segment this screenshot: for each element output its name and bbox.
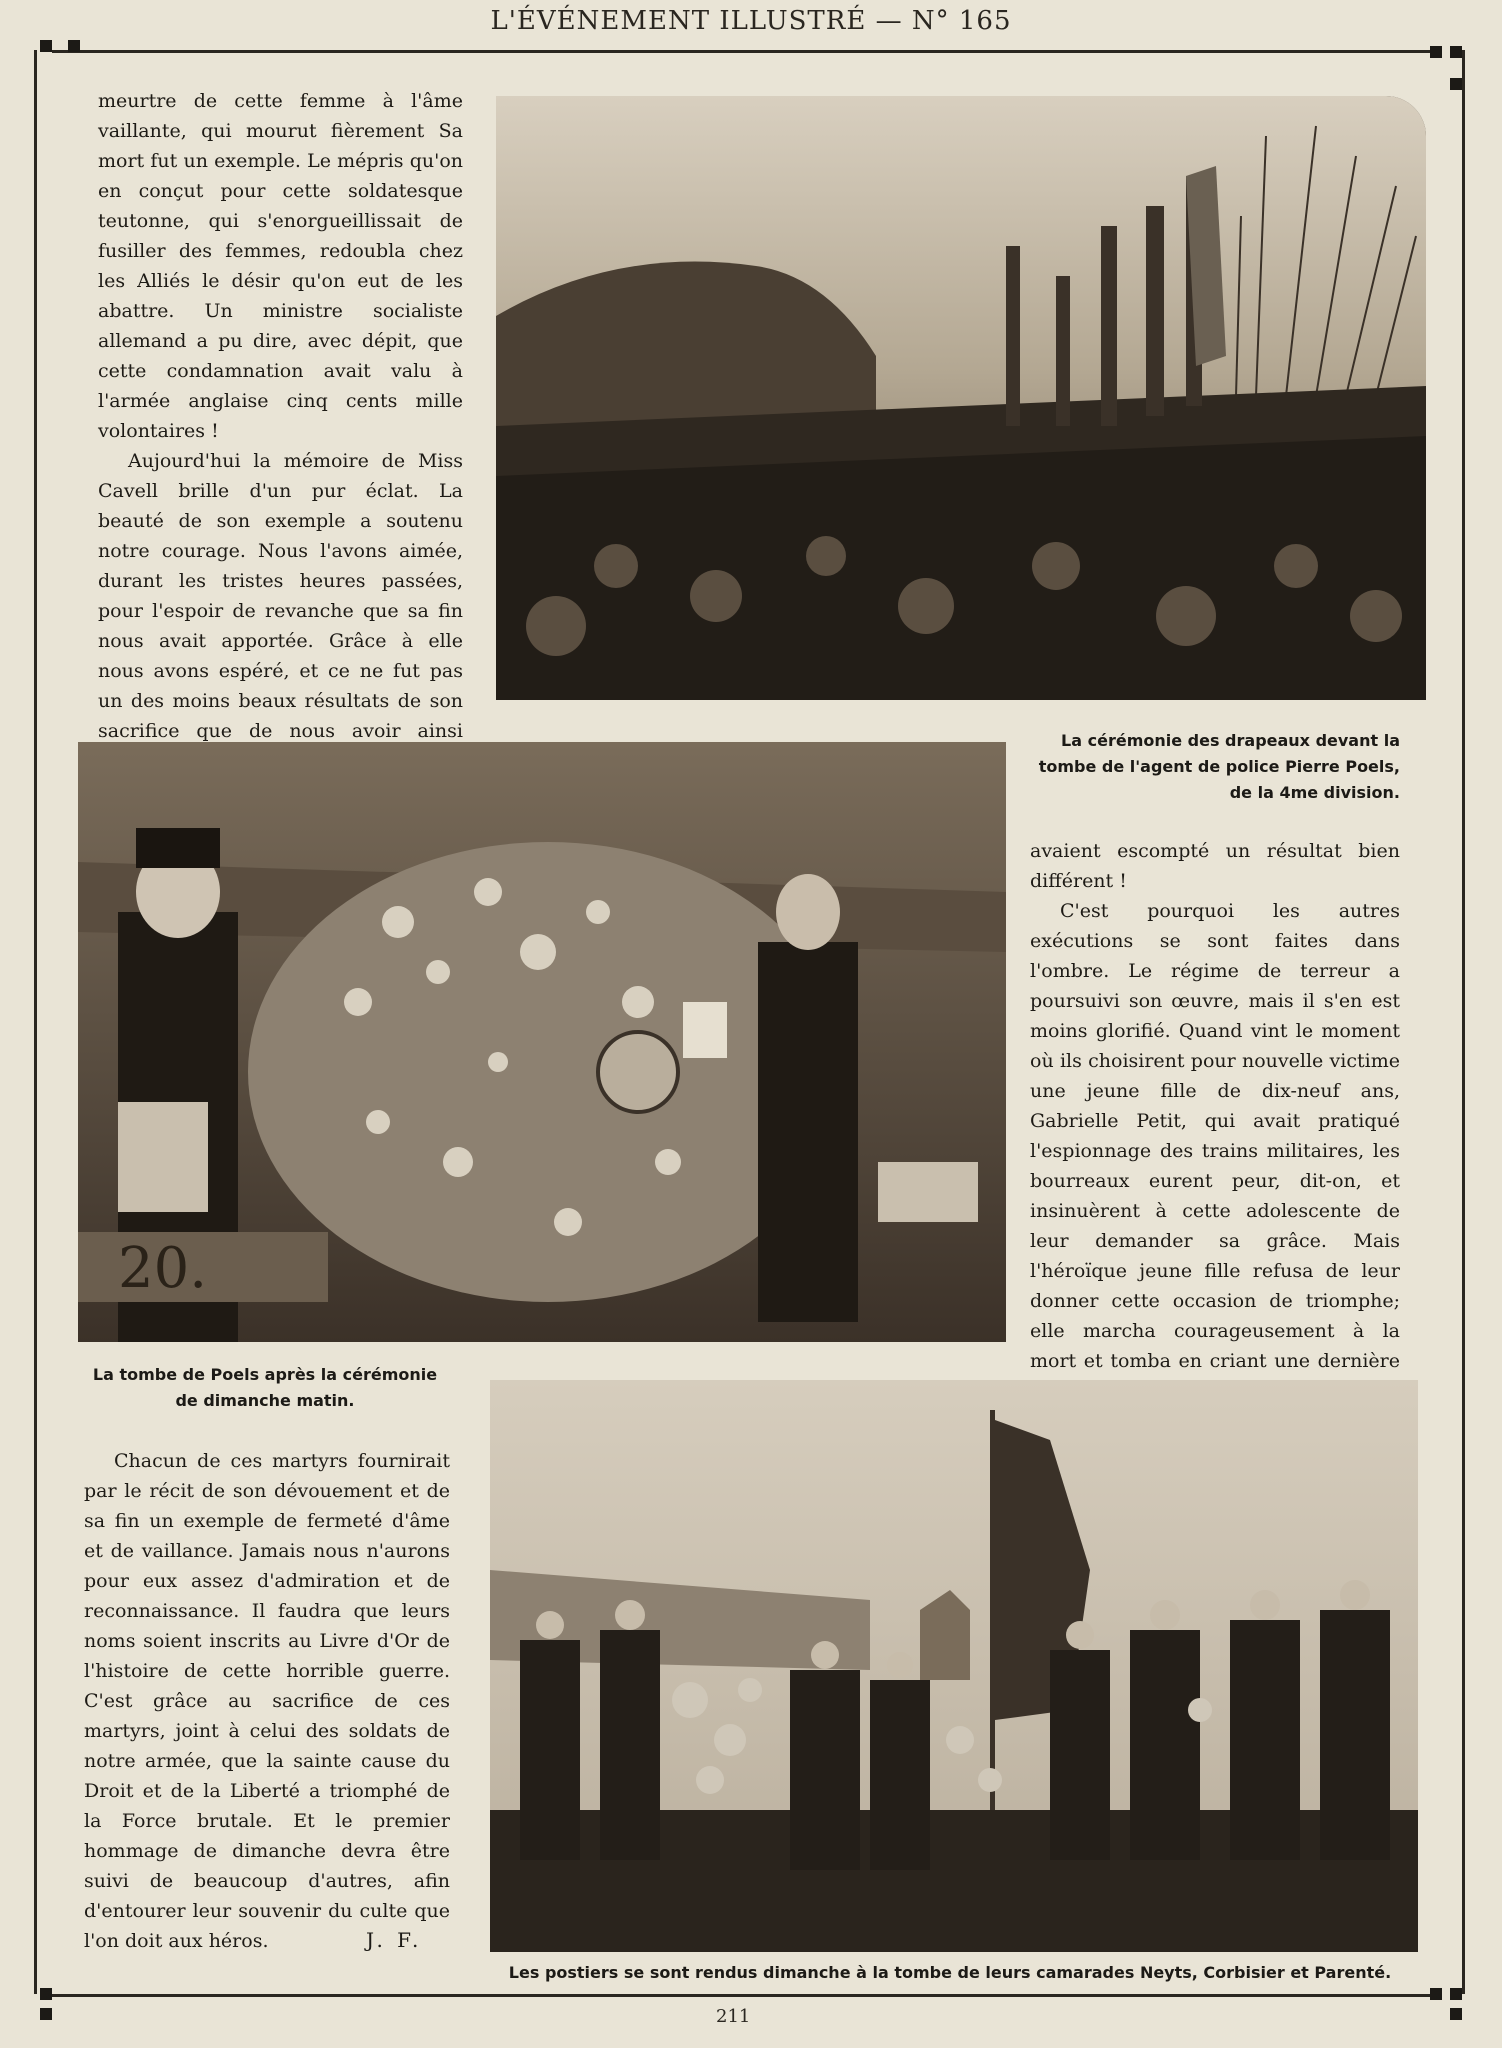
running-header: L'ÉVÉNEMENT ILLUSTRÉ — N° 165 — [490, 6, 1012, 36]
paragraph: avaient escompté un résultat bien différent ! — [1030, 840, 1400, 892]
corner-ornament — [40, 40, 52, 52]
corner-ornament — [1450, 46, 1462, 58]
bottom-rule — [52, 1994, 1442, 1997]
caption-flag-ceremony: La cérémonie des drapeaux devant la tombe de l'agent de police Pierre Poels, de la 4me division. — [1038, 731, 1400, 802]
corner-ornament — [1430, 46, 1442, 58]
photo-flag-ceremony — [496, 96, 1426, 700]
corner-ornament — [40, 1988, 52, 2000]
article-text-bottom-left — [84, 1446, 450, 1956]
caption-postal-workers: Les postiers se sont rendus dimanche à la tombe de leurs camarades Neyts, Corbisier et Parenté. — [508, 1963, 1392, 1982]
corner-ornament — [68, 40, 80, 52]
author-signature: J. F. — [366, 1928, 423, 1952]
corner-ornament — [1450, 2008, 1462, 2020]
paragraph: meurtre de cette femme à l'âme vaillante, qui mourut fièrement Sa mort fut un exemple. Le mépris qu'on en conçut pour cette soldatesque teutonne, qui s'enorgueillissait de fusiller des femmes, redoubla chez les Alliés le désir qu'on eut de les abattre. Un ministre socialiste allemand a pu dire, avec dépit, que cette condamnation avait valu à l'armée anglaise cinq cents mille volontaires ! — [98, 90, 463, 442]
corner-ornament — [1450, 78, 1462, 90]
photo-poels-grave — [78, 742, 1006, 1342]
paragraph: Aujourd'hui la mémoire de Miss Cavell brille d'un pur éclat. La beauté de son exemple a soutenu notre courage. Nous l'avons aimée, durant les tristes heures passées, pour l'espoir de revanche que sa fin nous avait apportée. Grâce à elle nous avons espéré, et ce ne fut pas un des moins beaux résultats de son sacrifice que de nous avoir ainsi — [98, 450, 463, 742]
article-text-right — [1030, 836, 1400, 1406]
grave-marker-number: 20. — [118, 1236, 208, 1301]
article-text-top-left — [98, 86, 463, 806]
left-rule — [34, 50, 37, 1994]
top-rule — [52, 50, 1442, 53]
corner-ornament — [1430, 1988, 1442, 2000]
photo-postal-workers — [490, 1380, 1418, 1952]
corner-ornament — [1450, 1988, 1462, 2000]
paragraph: C'est pourquoi les autres exécutions se sont faites dans l'ombre. Le régime de terreur a poursuivi son œuvre, mais il s'en est moins glorifié. Quand vint le moment où ils choisirent pour nouvelle victime une jeune fille de dix-neuf ans, Gabrielle Petit, qui avait pratiqué l'espionnage des trains militaires, les bourreaux eurent peur, dit-on, et insinuèrent à cette adolescente de leur demander sa grâce. Mais l'héroïque jeune fille refusa de leur donner cette occasion de triomphe; elle marcha courageusement à la mort et tomba en criant une dernière — [1030, 900, 1400, 1372]
corner-ornament — [40, 2008, 52, 2020]
paragraph: Chacun de ces martyrs fournirait par le récit de son dévouement et de sa fin un exemple de fermeté d'âme et de vaillance. Jamais nous n'aurons pour eux assez d'admiration et de reconnaissance. Il faudra que leurs noms soient inscrits au Livre d'Or de l'histoire de cette horrible guerre. C'est grâce au sacrifice de ces martyrs, joint à celui des soldats de notre armée, que la sainte cause du Droit et de la Liberté a triomphé de la Force brutale. Et le premier hommage de dimanche devra être suivi de beaucoup d'autres, afin d'entourer leur souvenir du culte que l'on doit aux héros. — [84, 1450, 450, 1952]
right-rule — [1462, 50, 1465, 1994]
page-number: 211 — [716, 2006, 751, 2027]
caption-poels-grave: La tombe de Poels après la cérémonie de dimanche matin. — [92, 1365, 438, 1410]
